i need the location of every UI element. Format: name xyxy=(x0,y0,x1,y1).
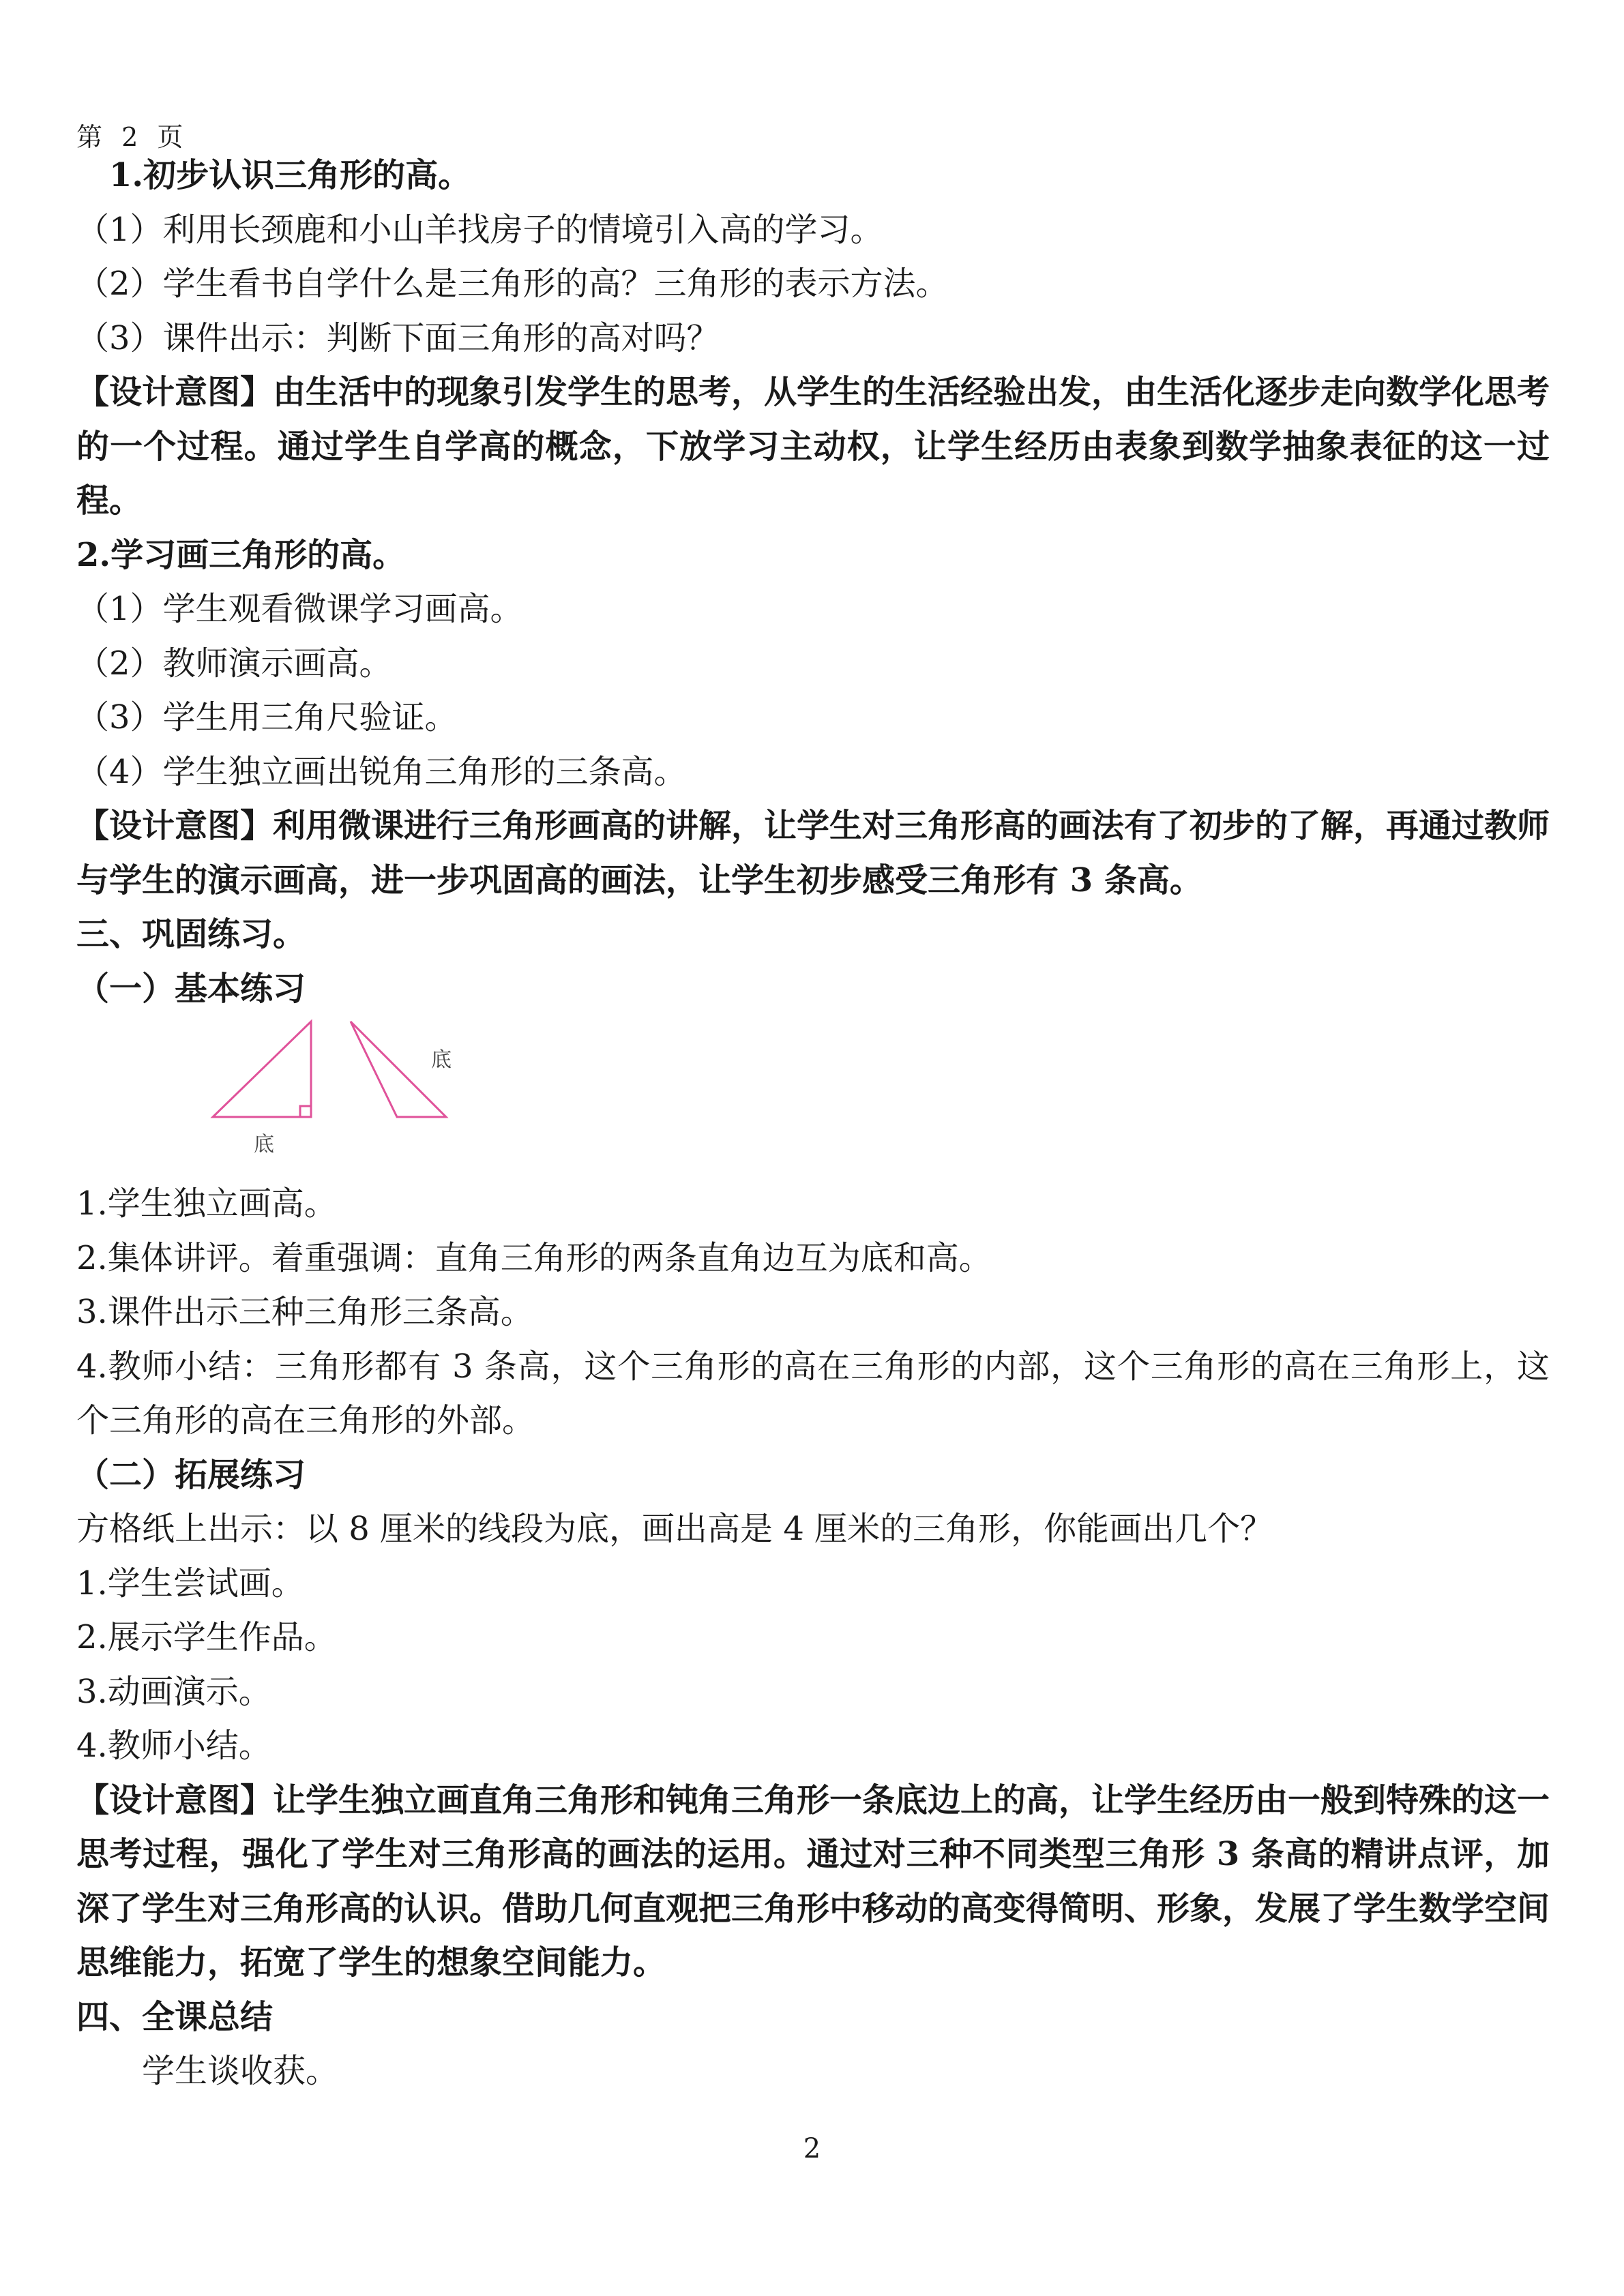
paragraph: 3.课件出示三种三角形三条高。 xyxy=(76,1293,533,1331)
paragraph: 4.教师小结：三角形都有 3 条高，这个三角形的高在三角形的内部，这个三角形的高在三角形上，这个三角形的高在三角形的外部。 xyxy=(76,1347,1550,1440)
triangles-figure xyxy=(76,1016,1550,1177)
paragraph: （3）课件出示：判断下面三角形的高对吗？ xyxy=(76,318,720,357)
paragraph: 1.学生独立画高。 xyxy=(76,1184,337,1223)
paragraph: 2.集体讲评。着重强调：直角三角形的两条直角边互为底和高。 xyxy=(76,1238,992,1277)
paragraph: 1.学生尝试画。 xyxy=(76,1564,304,1602)
section-heading: 2.学习画三角形的高。 xyxy=(76,535,406,574)
paragraph: （1）学生观看微课学习画高。 xyxy=(76,590,523,628)
paragraph: 学生谈收获。 xyxy=(142,2052,339,2090)
section-heading: 四、全课总结 xyxy=(76,1997,274,2036)
page-number: 2 xyxy=(803,2133,821,2164)
paragraph: 2.展示学生作品。 xyxy=(76,1618,337,1656)
paragraph: 4.教师小结。 xyxy=(76,1727,271,1765)
paragraph: （1）利用长颈鹿和小山羊找房子的情境引入高的学习。 xyxy=(76,210,883,249)
paragraph: （2）学生看书自学什么是三角形的高？三角形的表示方法。 xyxy=(76,265,949,303)
obtuse-triangle-base-label: 底 xyxy=(431,1048,452,1072)
page-header-label: 第 2 页 xyxy=(76,122,189,152)
design-intent-paragraph: 【设计意图】让学生独立画直角三角形和钝角三角形一条底边上的高，让学生经历由一般到特殊的这一思考过程，强化了学生对三角形高的画法的运用。通过对三种不同类型三角形 3 条高的精讲点评，加深了学生对三角形高的认识。借助几何直观把三角形中移动的高变得简明、形象，发展了学生数学空间思维能力，拓宽了学生的想象空间能力。 xyxy=(76,1780,1550,1982)
section-heading: 1.初步认识三角形的高。 xyxy=(109,156,471,194)
paragraph: （2）教师演示画高。 xyxy=(76,644,392,683)
subsection-heading: （二）拓展练习 xyxy=(76,1455,306,1494)
triangles-diagram xyxy=(126,1016,535,1177)
section-heading: 三、巩固练习。 xyxy=(76,915,306,953)
paragraph: （4）学生独立画出锐角三角形的三条高。 xyxy=(76,752,687,791)
right-triangle-base-label: 底 xyxy=(254,1133,274,1157)
paragraph: 方格纸上出示：以 8 厘米的线段为底，画出高是 4 厘米的三角形，你能画出几个？ xyxy=(76,1510,1273,1548)
document-body xyxy=(76,149,1550,2099)
design-intent-paragraph: 【设计意图】利用微课进行三角形画高的讲解，让学生对三角形高的画法有了初步的了解，再通过教师与学生的演示画高，进一步巩固高的画法，让学生初步感受三角形有 3 条高。 xyxy=(76,807,1550,899)
right-angle-marker xyxy=(300,1106,311,1117)
paragraph: （3）学生用三角尺验证。 xyxy=(76,698,458,736)
subsection-heading: （一）基本练习 xyxy=(76,969,306,1008)
design-intent-paragraph: 【设计意图】由生活中的现象引发学生的思考，从学生的生活经验出发，由生活化逐步走向数学化思考的一个过程。通过学生自学高的概念，下放学习主动权，让学生经历由表象到数学抽象表征的这一过程。 xyxy=(76,373,1550,520)
paragraph: 3.动画演示。 xyxy=(76,1672,271,1711)
right-triangle xyxy=(213,1022,311,1117)
